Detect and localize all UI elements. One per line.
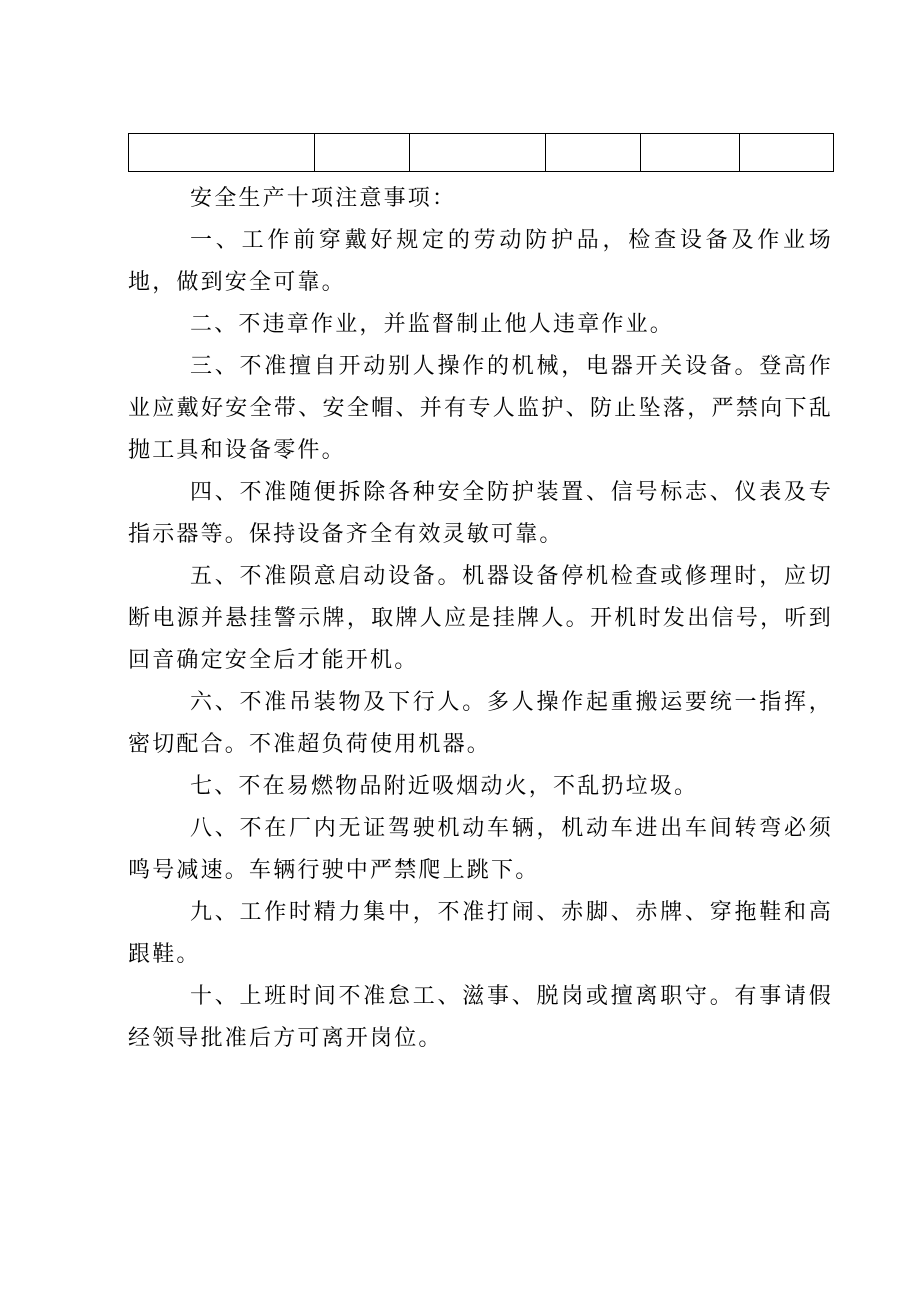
rule-item-9: 九、工作时精力集中，不准打闹、赤脚、赤牌、穿拖鞋和高跟鞋。 [128,900,833,967]
table-cell [410,134,546,172]
rule-item-4: 四、不准随便拆除各种安全防护装置、信号标志、仪表及专指示器等。保持设备齐全有效灵敏可靠。 [128,480,833,547]
document-body [128,178,833,1060]
rule-item-6: 六、不准吊装物及下行人。多人操作起重搬运要统一指挥，密切配合。不准超负荷使用机器。 [128,690,833,757]
table-row [129,134,834,172]
rule-item-8: 八、不在厂内无证驾驶机动车辆，机动车进出车间转弯必须鸣号减速。车辆行驶中严禁爬上跳下。 [128,816,833,883]
rule-item-2: 二、不违章作业，并监督制止他人违章作业。 [190,312,675,337]
rule-item-7: 七、不在易燃物品附近吸烟动火，不乱扔垃圾。 [190,774,699,799]
header-table [128,133,833,172]
table-cell [315,134,410,172]
blank-table [128,133,834,172]
rule-item-3: 三、不准擅自开动别人操作的机械，电器开关设备。登高作业应戴好安全带、安全帽、并有专人监护、防止坠落，严禁向下乱抛工具和设备零件。 [128,354,833,463]
section-heading: 安全生产十项注意事项： [190,186,457,211]
rule-item-5: 五、不准陨意启动设备。机器设备停机检查或修理时，应切断电源并悬挂警示牌，取牌人应是挂牌人。开机时发出信号，听到回音确定安全后才能开机。 [128,564,833,673]
rule-item-10: 十、上班时间不准怠工、滋事、脱岗或擅离职守。有事请假经领导批准后方可离开岗位。 [128,984,833,1051]
table-cell [740,134,834,172]
table-cell [641,134,740,172]
table-cell [546,134,641,172]
table-cell [129,134,315,172]
rule-item-1: 一、工作前穿戴好规定的劳动防护品，检查设备及作业场地，做到安全可靠。 [128,228,833,295]
